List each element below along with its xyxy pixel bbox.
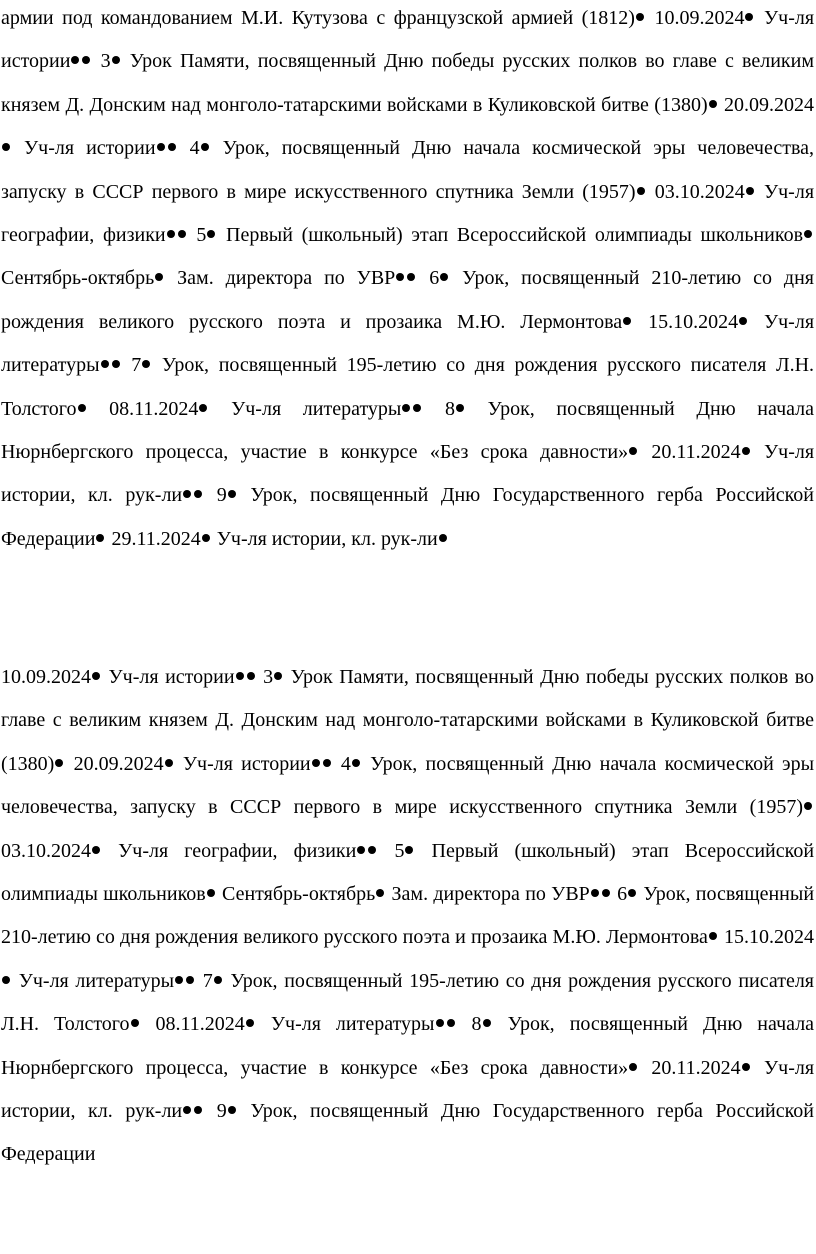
bullet-dot-icon <box>709 100 717 108</box>
text-segment: 08.11.2024 <box>155 1013 245 1036</box>
bullet-dot-icon <box>746 187 754 195</box>
paragraph-2 <box>0 656 816 1177</box>
bullet-dot-icon <box>168 143 176 151</box>
bullet-dot-icon <box>131 1019 139 1027</box>
bullet-dot-icon <box>78 404 86 412</box>
bullet-dot-icon <box>194 1106 202 1114</box>
text-segment: армии под командованием М.И. Кутузова с французской армией (1812) <box>1 7 635 29</box>
bullet-dot-icon <box>92 846 100 854</box>
bullet-dot-icon <box>709 932 717 940</box>
bullet-dot-icon <box>591 889 599 897</box>
text-segment: Урок, посвященный Дню начала космической эры человечества, запуску в СССР первого в мире искусственного спутника Земли (1957) <box>1 137 815 203</box>
text-segment: Уч-ля литературы <box>18 969 175 992</box>
bullet-dot-icon <box>183 1106 191 1114</box>
bullet-dot-icon <box>274 672 282 680</box>
bullet-dot-icon <box>214 976 222 984</box>
text-segment: Урок, посвященный 210-летию со дня рождения великого русского поэта и прозаика М.Ю. Лермонтова <box>1 267 814 333</box>
text-segment: 7 <box>131 354 142 377</box>
bullet-dot-icon <box>199 404 207 412</box>
text-segment: 20.09.2024 <box>724 93 815 116</box>
text-segment: Урок, посвященный Дню начала космической эры человечества, запуску в СССР первого в мире искусственного спутника Земли (1957) <box>1 752 815 819</box>
bullet-dot-icon <box>623 317 631 325</box>
bullet-dot-icon <box>236 672 244 680</box>
text-segment: Уч-ля географии, физики <box>1 180 815 247</box>
text-segment: Урок, посвященный 210-летию со дня рождения великого русского поэта и прозаика М.Ю. Лермонтова <box>1 883 815 949</box>
text-segment: 8 <box>445 397 456 420</box>
bullet-dot-icon <box>636 13 644 21</box>
bullet-dot-icon <box>71 56 79 64</box>
text-segment: 08.11.2024 <box>109 397 199 420</box>
paragraph-1 <box>0 0 816 561</box>
bullet-dot-icon <box>440 273 448 281</box>
text-segment: 20.09.2024 <box>73 752 164 775</box>
text-segment: Уч-ля литературы <box>270 1013 435 1036</box>
text-segment: Уч-ля литературы <box>1 310 815 377</box>
text-segment: Урок, посвященный Дню Государственного герба Российской Федерации <box>1 1100 815 1166</box>
bullet-dot-icon <box>247 672 255 680</box>
bullet-dot-icon <box>405 846 413 854</box>
text-segment: Уч-ля географии, физики <box>118 839 357 862</box>
bullet-dot-icon <box>246 1019 254 1027</box>
text-segment: 10.09.2024 <box>1 666 91 688</box>
text-segment: 9 <box>216 484 227 507</box>
text-segment: 4 <box>189 137 200 160</box>
bullet-dot-icon <box>228 490 236 498</box>
bullet-dot-icon <box>186 976 194 984</box>
bullet-dot-icon <box>82 56 90 64</box>
bullet-dot-icon <box>312 759 320 767</box>
bullet-dot-icon <box>165 759 173 767</box>
text-segment: 20.11.2024 <box>651 441 741 464</box>
bullet-dot-icon <box>352 759 360 767</box>
bullet-dot-icon <box>368 846 376 854</box>
bullet-dot-icon <box>804 230 812 238</box>
text-segment: Первый (школьный) этап Всероссийской олимпиады школьников <box>1 839 815 906</box>
text-segment: 29.11.2024 <box>111 527 201 550</box>
text-segment: 9 <box>216 1100 227 1123</box>
bullet-dot-icon <box>739 317 747 325</box>
bullet-dot-icon <box>155 273 163 281</box>
text-segment: 3 <box>263 666 274 688</box>
text-segment: 4 <box>340 752 351 775</box>
bullet-dot-icon <box>742 1063 750 1071</box>
bullet-dot-icon <box>407 273 415 281</box>
text-segment: 6 <box>617 883 628 906</box>
bullet-dot-icon <box>183 490 191 498</box>
text-segment: 6 <box>429 267 440 290</box>
bullet-dot-icon <box>142 360 150 368</box>
bullet-dot-icon <box>2 976 10 984</box>
bullet-dot-icon <box>207 230 215 238</box>
bullet-dot-icon <box>804 802 812 810</box>
text-segment: Уч-ля литературы <box>231 397 402 420</box>
text-segment: 03.10.2024 <box>654 180 745 203</box>
text-segment: 15.10.2024 <box>724 926 814 949</box>
bullet-dot-icon <box>101 360 109 368</box>
bullet-dot-icon <box>413 404 421 412</box>
text-segment: Урок, посвященный 195-летию со дня рождения русского писателя Л.Н. Толстого <box>1 969 814 1036</box>
text-segment: Уч-ля истории <box>182 752 311 775</box>
text-segment: Уч-ля истории <box>24 137 156 160</box>
text-segment: Урок, посвященный Дню начала Нюрнбергского процесса, участие в конкурсе «Без срока давности» <box>1 1013 815 1079</box>
bullet-dot-icon <box>447 1019 455 1027</box>
text-segment: 3 <box>100 50 111 73</box>
bullet-dot-icon <box>376 889 384 897</box>
text-segment: 7 <box>202 969 213 992</box>
bullet-dot-icon <box>201 143 209 151</box>
bullet-dot-icon <box>402 404 410 412</box>
text-segment: Зам. директора по УВР <box>177 267 396 290</box>
bullet-dot-icon <box>167 230 175 238</box>
bullet-dot-icon <box>456 404 464 412</box>
text-segment: Зам. директора по УВР <box>391 883 590 906</box>
text-segment: Уч-ля истории, кл. рук-ли <box>216 527 438 550</box>
bullet-dot-icon <box>202 534 210 542</box>
text-segment: Уч-ля истории <box>108 666 235 688</box>
bullet-dot-icon <box>112 56 120 64</box>
bullet-dot-icon <box>228 1106 236 1114</box>
bullet-dot-icon <box>396 273 404 281</box>
text-segment: 10.09.2024 <box>654 7 745 29</box>
bullet-dot-icon <box>745 13 753 21</box>
text-segment: 15.10.2024 <box>648 310 739 333</box>
bullet-dot-icon <box>628 889 636 897</box>
bullet-dot-icon <box>178 230 186 238</box>
text-segment: Урок Памяти, посвященный Дню победы русских полков во главе с великим князем Д. Донским над монголо-татарскими войсками в Куликовской битве (1380) <box>1 50 814 116</box>
bullet-dot-icon <box>637 187 645 195</box>
bullet-dot-icon <box>439 534 447 542</box>
text-segment: 5 <box>394 839 405 862</box>
bullet-dot-icon <box>96 534 104 542</box>
text-segment: Уч-ля истории <box>1 7 815 73</box>
text-segment: Урок, посвященный Дню начала Нюрнбергского процесса, участие в конкурсе «Без срока давности» <box>1 397 815 464</box>
bullet-dot-icon <box>629 447 637 455</box>
bullet-dot-icon <box>629 1063 637 1071</box>
text-segment: Урок, посвященный Дню Государственного герба Российской Федерации <box>1 484 815 550</box>
bullet-dot-icon <box>207 889 215 897</box>
bullet-dot-icon <box>436 1019 444 1027</box>
bullet-dot-icon <box>2 143 10 151</box>
text-segment: 20.11.2024 <box>651 1056 741 1079</box>
text-segment: Урок, посвященный 195-летию со дня рождения русского писателя Л.Н. Толстого <box>1 354 815 420</box>
text-segment: Сентябрь-октябрь <box>1 267 155 290</box>
bullet-dot-icon <box>92 672 100 680</box>
text-segment: Первый (школьный) этап Всероссийской олимпиады школьников <box>226 224 804 247</box>
bullet-dot-icon <box>742 447 750 455</box>
bullet-dot-icon <box>175 976 183 984</box>
bullet-dot-icon <box>55 759 63 767</box>
text-segment: Сентябрь-октябрь <box>222 883 376 906</box>
bullet-dot-icon <box>194 490 202 498</box>
text-segment: 8 <box>471 1013 482 1036</box>
bullet-dot-icon <box>112 360 120 368</box>
bullet-dot-icon <box>157 143 165 151</box>
text-segment: Уч-ля истории, кл. рук-ли <box>1 1056 815 1123</box>
bullet-dot-icon <box>483 1019 491 1027</box>
bullet-dot-icon <box>357 846 365 854</box>
bullet-dot-icon <box>602 889 610 897</box>
text-segment: Урок Памяти, посвященный Дню победы русских полков во главе с великим князем Д. Донским над монголо-татарскими войсками в Куликовской битве (1380) <box>1 666 815 775</box>
text-segment: 03.10.2024 <box>1 839 91 862</box>
text-segment: Уч-ля истории, кл. рук-ли <box>1 441 815 507</box>
text-segment: 5 <box>196 224 207 247</box>
bullet-dot-icon <box>323 759 331 767</box>
